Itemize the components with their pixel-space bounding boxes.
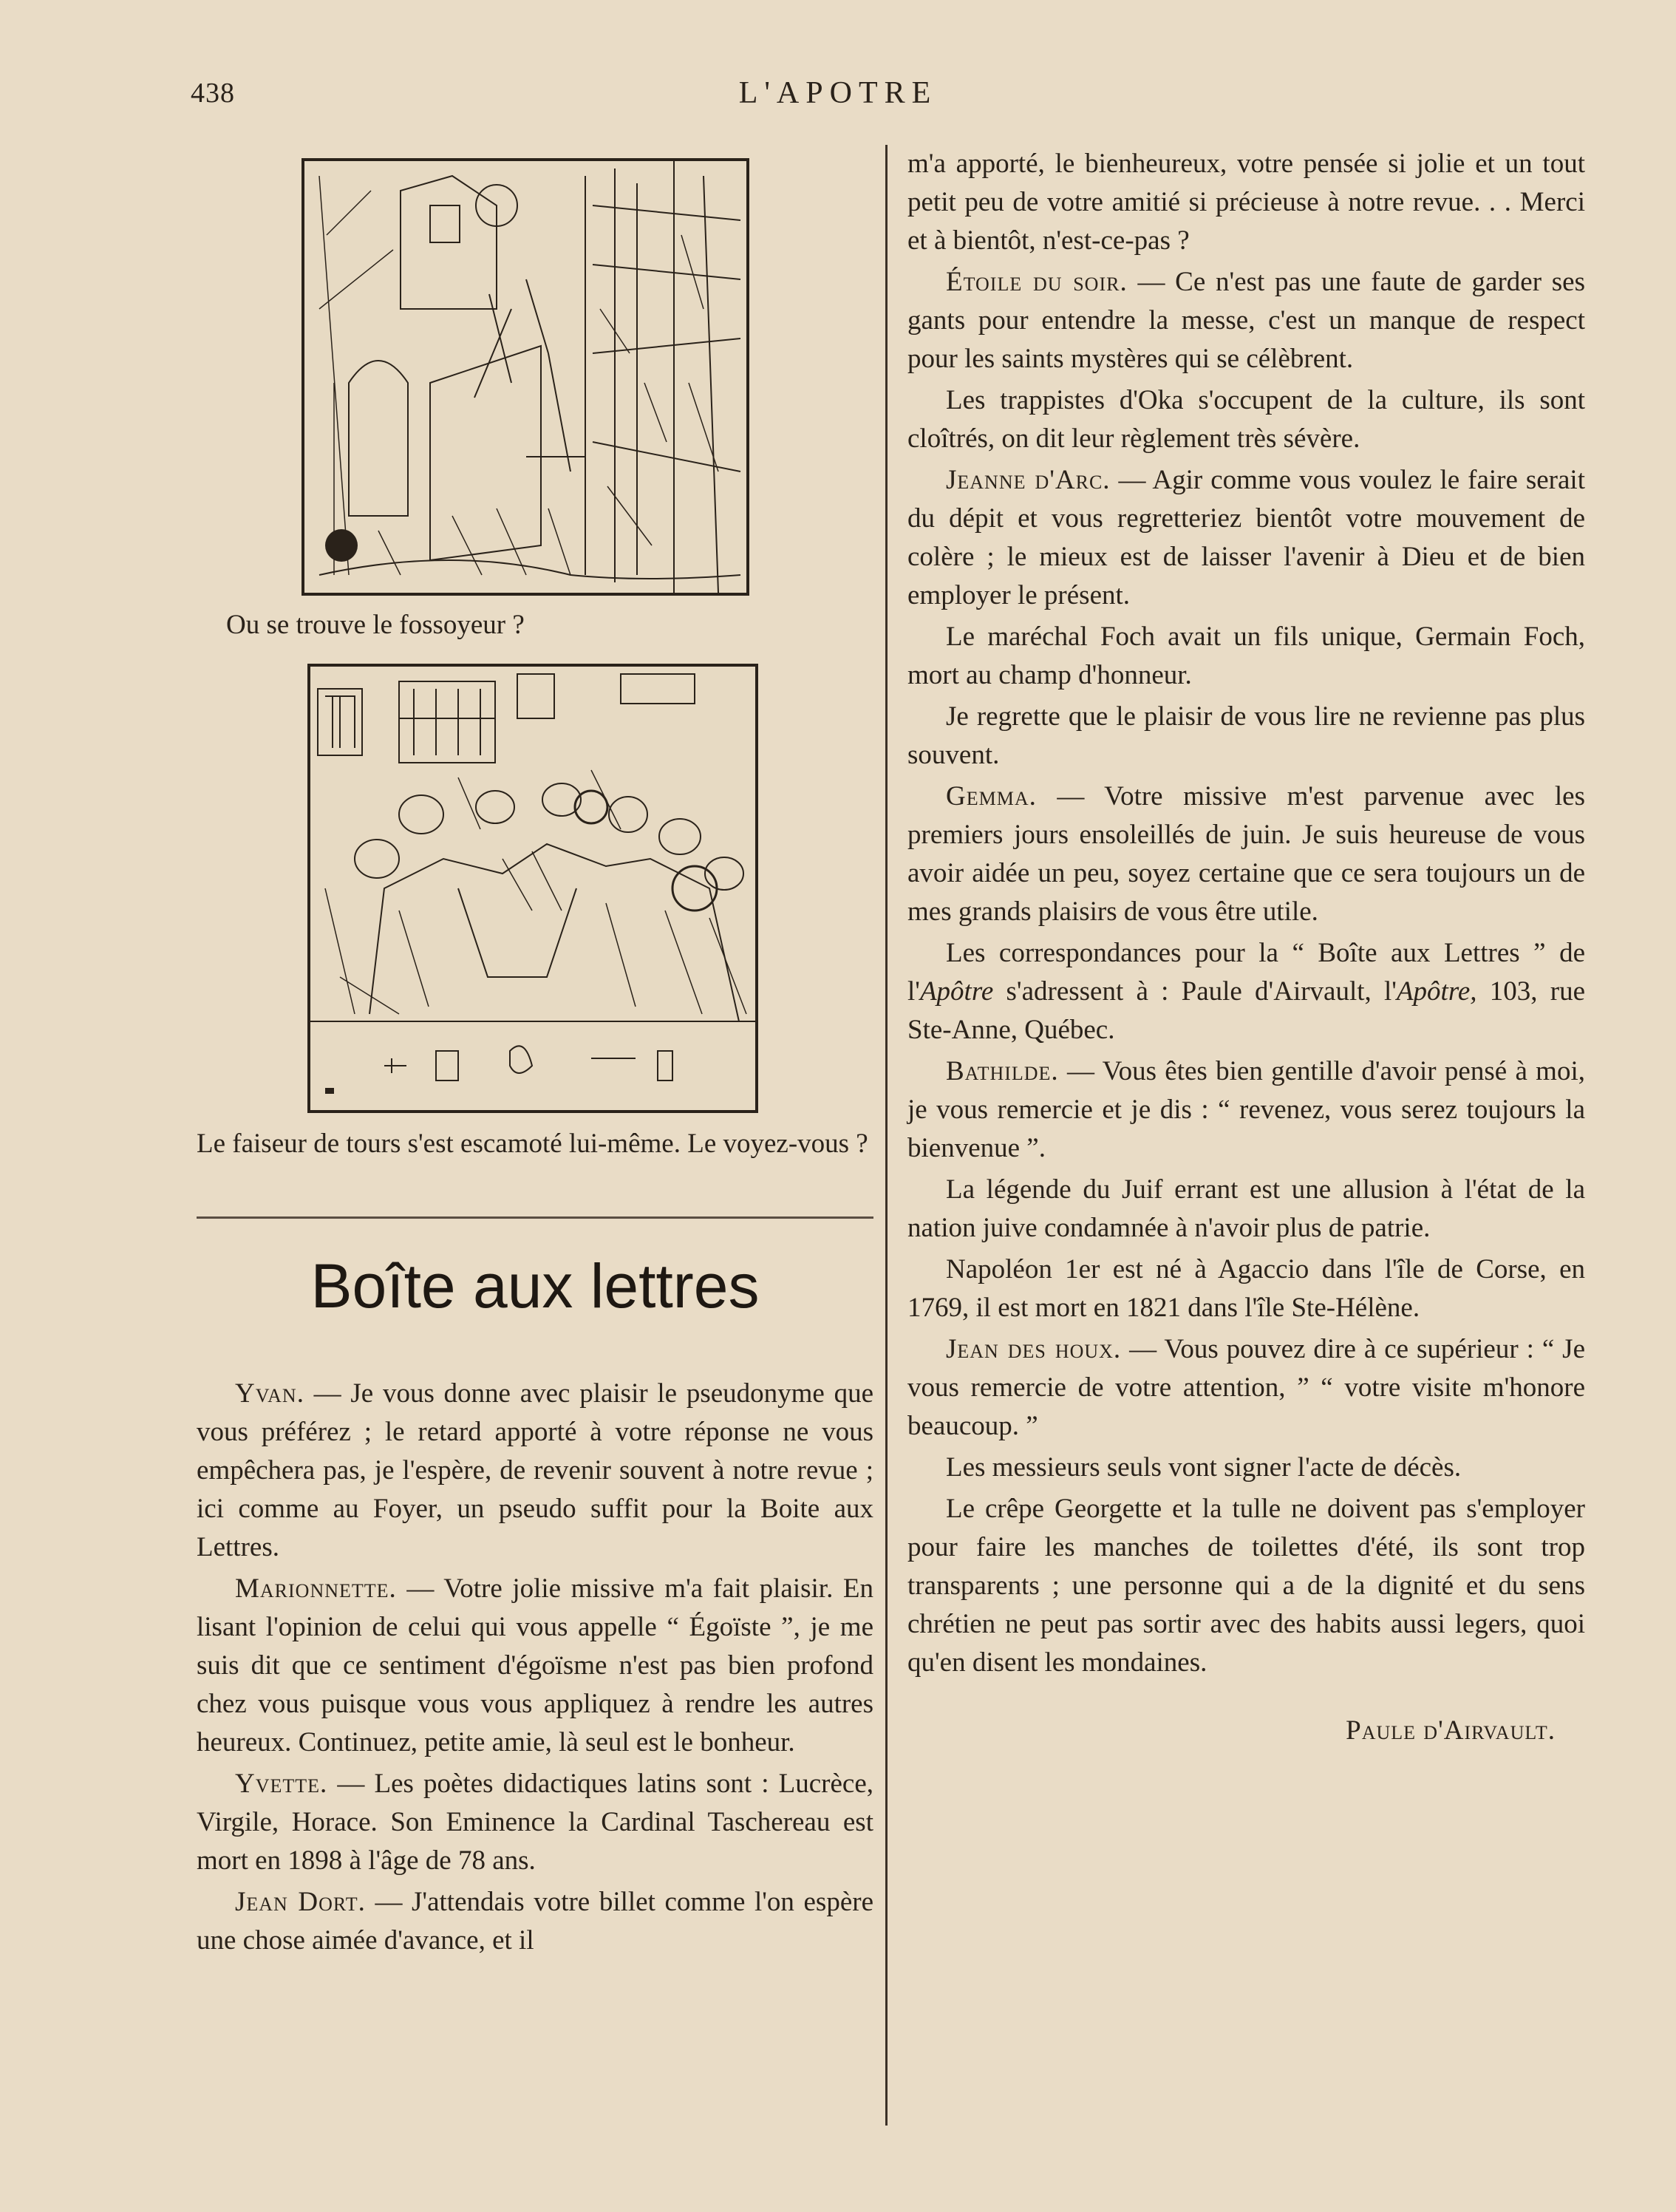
letter-etoile-du-soir: [907, 263, 1585, 378]
letter-jean-dort: [197, 1883, 873, 1960]
letter-text: — Je vous donne avec plaisir le pseudonyme que vous préférez ; le retard apporté à votre réponse ne vous empêchera pas, je l'espère, de revenir souvent à notre revue ; ici comme au Foyer, un pseudo suffit pour la Boite aux Lettres.: [197, 1378, 873, 1562]
letter-text: Je regrette que le plaisir de vous lire ne revienne pas plus souvent.: [907, 701, 1585, 770]
correspondent-name: Jeanne d'Arc.: [946, 465, 1111, 495]
correspondent-name: Gemma.: [946, 781, 1037, 811]
letter-text: Les messieurs seuls vont signer l'acte de décès.: [946, 1452, 1462, 1483]
paragraph-regret: [907, 698, 1585, 775]
letter-text: 103, rue Ste-Anne, Québec.: [907, 976, 1585, 1045]
right-column: [907, 145, 1585, 1750]
letter-bathilde: [907, 1052, 1585, 1168]
letter-text: Napoléon 1er est né à Agaccio dans l'île de Corse, en 1769, il est mort en 1821 dans l'île Ste-Hélène.: [907, 1254, 1585, 1323]
paragraph-foch: [907, 618, 1585, 695]
paragraph-trappistes: [907, 381, 1585, 458]
cemetery-engraving-image: [304, 161, 746, 593]
signature: Paule d'Airvault.: [1346, 1715, 1556, 1746]
caption-cemetery: Ou se trouve le fossoyeur ?: [226, 610, 525, 640]
section-heading: Boîte aux lettres: [310, 1251, 760, 1321]
tavern-engraving-image: [310, 667, 755, 1110]
journal-title: Apôtre: [919, 976, 994, 1007]
letter-text: Le maréchal Foch avait un fils unique, Germain Foch, mort au champ d'honneur.: [907, 622, 1585, 690]
page-number: 438: [191, 78, 235, 109]
paragraph-correspondence-address: [907, 934, 1585, 1049]
correspondent-name: Bathilde.: [946, 1056, 1059, 1086]
letter-text: — Vous pouvez dire à ce supérieur : “ Je vous remercie de votre attention, ” “ votre visite m'honore beaucoup. ”: [907, 1334, 1585, 1441]
correspondent-name: Jean des houx.: [946, 1334, 1122, 1364]
letter-marionnette: [197, 1570, 873, 1762]
letter-text: s'adressent à : Paule d'Airvault, l': [993, 976, 1397, 1007]
letter-text: La légende du Juif errant est une allusion à l'état de la nation juive condamnée à n'avoir plus de patrie.: [907, 1174, 1585, 1243]
letter-text: — Ce n'est pas une faute de garder ses gants pour entendre la messe, c'est un manque de respect pour les saints mystères qui se célèbrent.: [907, 267, 1585, 374]
paragraph-crepe-georgette: [907, 1490, 1585, 1682]
correspondent-name: Yvette.: [235, 1769, 328, 1799]
letter-text: m'a apporté, le bienheureux, votre pensée si jolie et un tout petit peu de votre amitié si précieuse à notre revue. . . Merci et à bientôt, n'est-ce-pas ?: [907, 149, 1585, 256]
letter-text: Les correspondances pour la “ Boîte aux Lettres ” de l': [907, 938, 1585, 1007]
journal-title: Apôtre,: [1396, 976, 1477, 1007]
correspondent-name: Jean Dort.: [235, 1887, 366, 1917]
letter-text: — J'attendais votre billet comme l'on espère une chose aimée d'avance, et il: [197, 1887, 873, 1956]
left-column: [197, 1375, 873, 1963]
column-rule: [885, 145, 888, 2126]
letter-yvette: [197, 1765, 873, 1880]
illustration-cemetery: [302, 158, 749, 596]
letter-text: — Vous êtes bien gentille d'avoir pensé à moi, je vous remercie et je dis : “ revenez, vous serez toujours la bienvenue ”.: [907, 1056, 1585, 1163]
letter-gemma: [907, 777, 1585, 931]
running-title: L'APOTRE: [738, 76, 938, 110]
paragraph-juif-errant: [907, 1171, 1585, 1248]
letter-yvan: [197, 1375, 873, 1567]
letter-text: Le crêpe Georgette et la tulle ne doivent pas s'employer pour faire les manches de toilettes d'été, ils sont trop transparents ; une personne qui a de la dignité et du sens chrétien ne peut pas sortir avec des habits aussi legers, quoi qu'en disent les mondaines.: [907, 1494, 1585, 1678]
correspondent-name: Yvan.: [235, 1378, 304, 1409]
illustration-tavern: [307, 664, 758, 1113]
correspondent-name: Marionnette.: [235, 1573, 397, 1604]
letter-continuation: [907, 145, 1585, 260]
letter-text: Les trappistes d'Oka s'occupent de la culture, ils sont cloîtrés, on dit leur règlement très sévère.: [907, 385, 1585, 454]
paragraph-acte-de-deces: [907, 1449, 1585, 1487]
letter-text: — Votre missive m'est parvenue avec les premiers jours ensoleillés de juin. Je suis heureuse de vous avoir aidée un peu, soyez certaine que ce sera toujours un de mes grands plaisirs de vous être utile.: [907, 781, 1585, 927]
section-divider: [197, 1216, 873, 1219]
letter-text: — Votre jolie missive m'a fait plaisir. En lisant l'opinion de celui qui vous appelle “ Égoïste ”, je me suis dit que ce sentiment d'égoïsme n'est pas bien profond chez vous puisque vous vous appliquez à rendre les autres heureux. Continuez, petite amie, là seul est le bonheur.: [197, 1573, 873, 1757]
letter-jeanne-d-arc: [907, 461, 1585, 615]
letter-text: — Les poètes didactiques latins sont : Lucrèce, Virgile, Horace. Son Eminence la Cardinal Taschereau est mort en 1898 à l'âge de 78 ans.: [197, 1769, 873, 1876]
caption-tavern: Le faiseur de tours s'est escamoté lui-même. Le voyez-vous ?: [197, 1129, 868, 1159]
correspondent-name: Étoile du soir.: [946, 267, 1128, 297]
letter-text: — Agir comme vous voulez le faire serait du dépit et vous regretteriez bientôt votre mouvement de colère ; le mieux est de laisser l'avenir à Dieu et de bien employer le présent.: [907, 465, 1585, 610]
letter-jean-des-houx: [907, 1330, 1585, 1446]
paragraph-napoleon: [907, 1250, 1585, 1327]
